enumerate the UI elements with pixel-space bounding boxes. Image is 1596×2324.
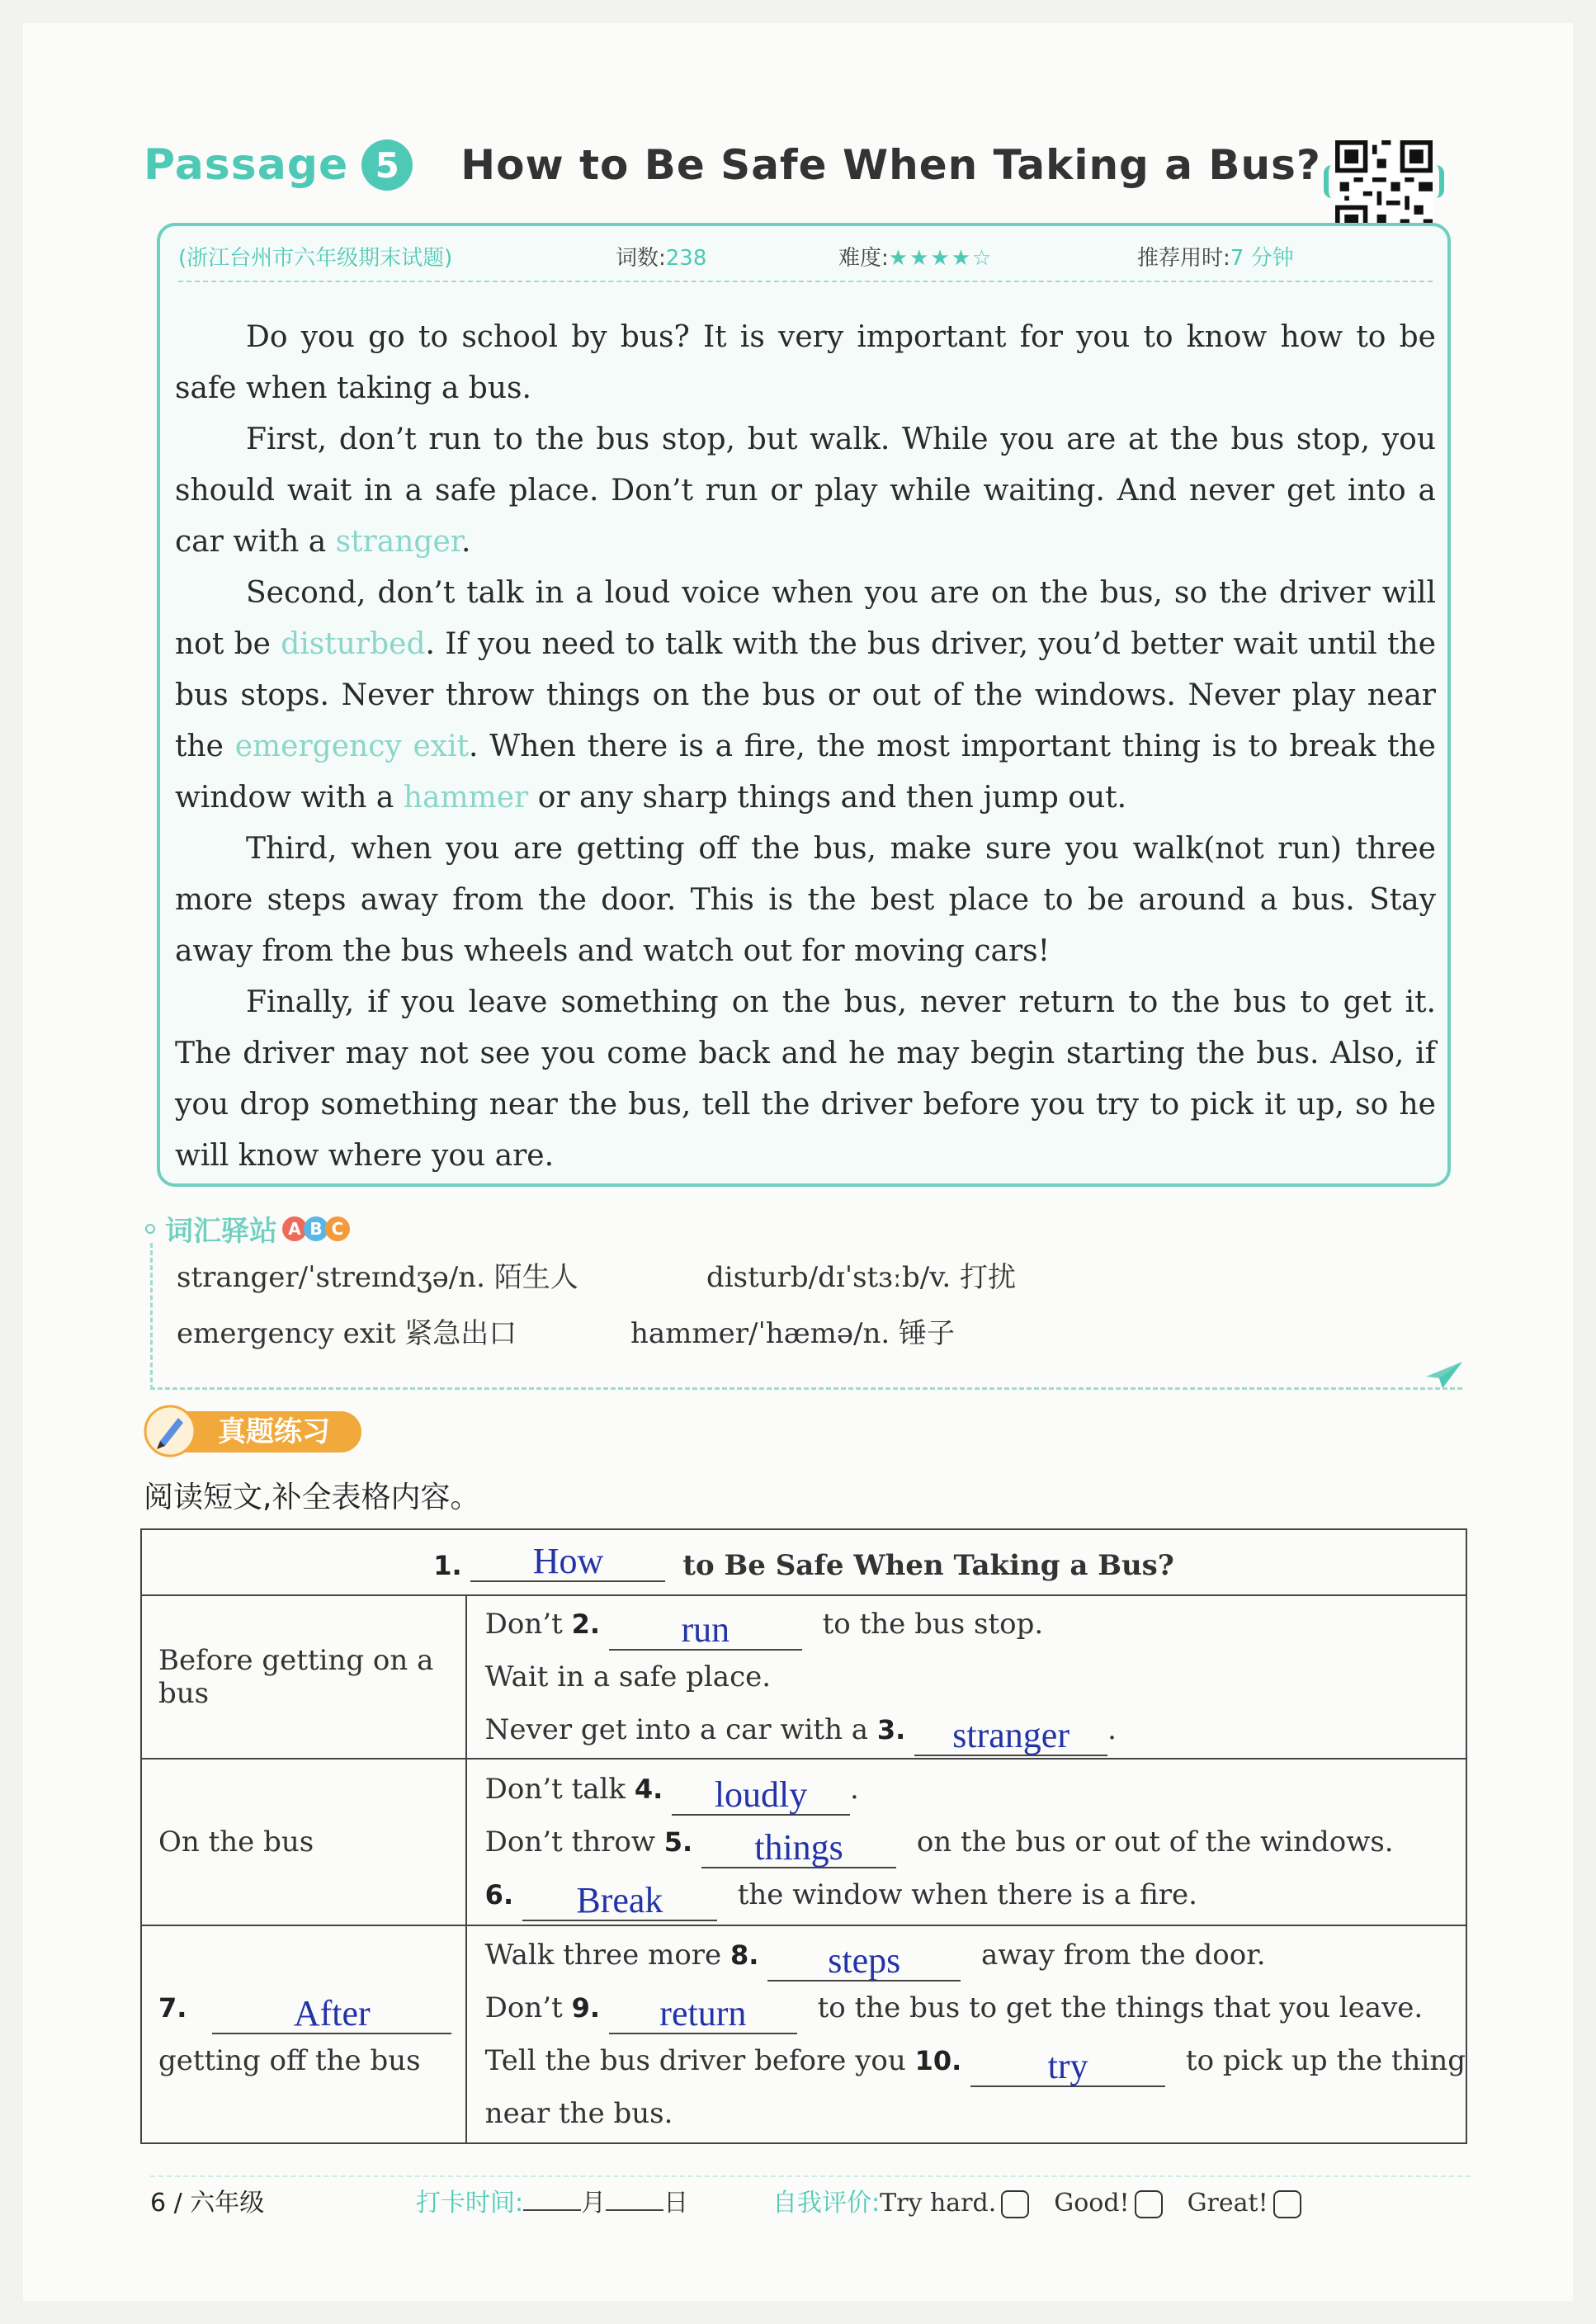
section2-label: On the bus — [141, 1759, 466, 1925]
word-count-value: 238 — [665, 246, 707, 271]
q1-number: 1. — [433, 1550, 462, 1581]
good-checkbox[interactable] — [1135, 2190, 1163, 2218]
paragraph-5: Finally, if you leave something on the bus, never return to the bus to get it. The driver may not see you come back and he may begin starting the bus. Also, if you drop something near the bus, tell the driver before you try to pick it up, so he will know where you are. — [175, 985, 1436, 1173]
q1-answer[interactable]: How — [470, 1542, 665, 1582]
section1-label: Before getting on a bus — [141, 1595, 466, 1759]
checkin-time: 打卡时间: 月 日 — [416, 2189, 689, 2218]
abc-b: B — [304, 1216, 328, 1241]
header-text: to Be Safe When Taking a Bus? — [682, 1549, 1174, 1582]
difficulty-stars: ★★★★☆ — [888, 246, 994, 271]
section1-content: Don’t 2. run to the bus stop. Wait in a safe place. Never get into a car with a 3. stranger . — [466, 1595, 1466, 1759]
source-label: (浙江台州市六年级期末试题) — [178, 246, 453, 271]
abc-c: C — [325, 1216, 350, 1241]
instruction: 阅读短文,补全表格内容。 — [144, 1481, 480, 1514]
passage-label: Passage — [144, 140, 349, 190]
passage-header — [144, 132, 1464, 198]
passage-title: How to Be Safe When Taking a Bus? — [460, 141, 1321, 189]
difficulty — [838, 241, 993, 272]
table-row — [141, 1595, 1466, 1759]
meta-divider — [178, 281, 1433, 282]
abc-icon — [286, 1216, 350, 1241]
section3-label-cell: 7. After getting off the bus — [141, 1925, 466, 2143]
footer — [150, 2182, 1471, 2223]
vocab-dot-icon — [145, 1224, 155, 1234]
passage-text — [175, 312, 1436, 1182]
table-header-cell — [141, 1529, 1466, 1595]
recommended-time — [1137, 241, 1294, 272]
time-label: 推荐用时: — [1137, 246, 1230, 271]
self-evaluation: 自我评价:Try hard. Good! Great! — [772, 2182, 1301, 2218]
q10-answer[interactable]: try — [970, 2048, 1165, 2087]
word-count-label: 词数: — [616, 246, 666, 271]
keyword-disturbed: disturbed — [281, 627, 426, 661]
paragraph-1: Do you go to school by bus? It is very important for you to know how to be safe when taking a bus. — [175, 320, 1436, 405]
q9-answer[interactable]: return — [609, 1995, 797, 2034]
q6-answer[interactable]: Break — [522, 1882, 717, 1921]
great-checkbox[interactable] — [1273, 2190, 1301, 2218]
section3-label: getting off the bus — [158, 2044, 421, 2077]
abc-a: A — [282, 1216, 307, 1241]
try-hard-checkbox[interactable] — [1001, 2190, 1029, 2218]
keyword-hammer: hammer — [403, 781, 529, 815]
table-row — [141, 1759, 1466, 1925]
vocab-item-hammer: hammer/ˈhæmə/n. 锤子 — [630, 1317, 956, 1350]
section3-content: Walk three more 8. steps away from the door. Don’t 9. return to the bus to get the things that you leave. Tell the bus driver before you 10. try to pick up the thing near the bus. — [466, 1925, 1466, 2143]
vocab-title: 词汇驿站 — [165, 1215, 277, 1248]
vocab-item-emergency-exit: emergency exit 紧急出口 — [177, 1317, 517, 1350]
page-number: 6 / 六年级 — [150, 2189, 265, 2218]
passage-box — [157, 223, 1451, 1187]
day-blank[interactable] — [606, 2209, 663, 2211]
keyword-emergency-exit: emergency exit — [234, 730, 470, 763]
keyword-stranger: stranger — [335, 525, 462, 559]
word-count — [616, 241, 706, 272]
table-row-header — [141, 1529, 1466, 1595]
paragraph-2: First, don’t run to the bus stop, but walk. While you are at the bus stop, you should wait in a safe place. Don’t run or play while waiting. And never get into a car with a stranger. — [175, 423, 1436, 559]
difficulty-label: 难度: — [838, 246, 889, 271]
exercise-badge-label: 真题练习 — [218, 1415, 330, 1448]
q5-answer[interactable]: things — [701, 1829, 896, 1868]
passage-number: 5 — [361, 139, 413, 191]
exercise-badge — [142, 1403, 366, 1459]
time-value: 7 分钟 — [1230, 246, 1294, 271]
month-blank[interactable] — [523, 2209, 581, 2211]
passage-meta — [178, 241, 1433, 274]
paragraph-4: Third, when you are getting off the bus, make sure you walk(not run) three more steps away from the door. This is the best place to be around a bus. Stay away from the bus wheels and watch out for moving cars! — [175, 832, 1436, 968]
q2-answer[interactable]: run — [609, 1611, 802, 1651]
vocab-item-disturb: disturb/dɪˈstɜːb/v. 打扰 — [706, 1261, 1016, 1294]
section2-content: Don’t talk 4. loudly . Don’t throw 5. things on the bus or out of the windows. 6. Break the window when there is a fire. — [466, 1759, 1466, 1925]
q3-answer[interactable]: stranger — [914, 1717, 1107, 1756]
q4-answer[interactable]: loudly — [672, 1776, 850, 1816]
q8-answer[interactable]: steps — [767, 1942, 961, 1982]
exercise-table — [140, 1528, 1467, 2144]
vocab-item-stranger: stranger/ˈstreɪndʒə/n. 陌生人 — [177, 1261, 578, 1294]
q7-answer[interactable]: After — [212, 1995, 451, 2034]
paper-plane-icon — [1424, 1358, 1464, 1390]
footer-divider — [150, 2175, 1471, 2177]
paragraph-3: Second, don’t talk in a loud voice when you are on the bus, so the driver will not be disturbed. If you need to talk with the bus driver, you’d better wait until the bus stops. Never throw things on the bus or out of the windows. Never play near the emergency exit. When there is a fire, the most important thing is to break the window with a hammer or any sharp things and then jump out. — [175, 576, 1436, 815]
table-row — [141, 1925, 1466, 2143]
